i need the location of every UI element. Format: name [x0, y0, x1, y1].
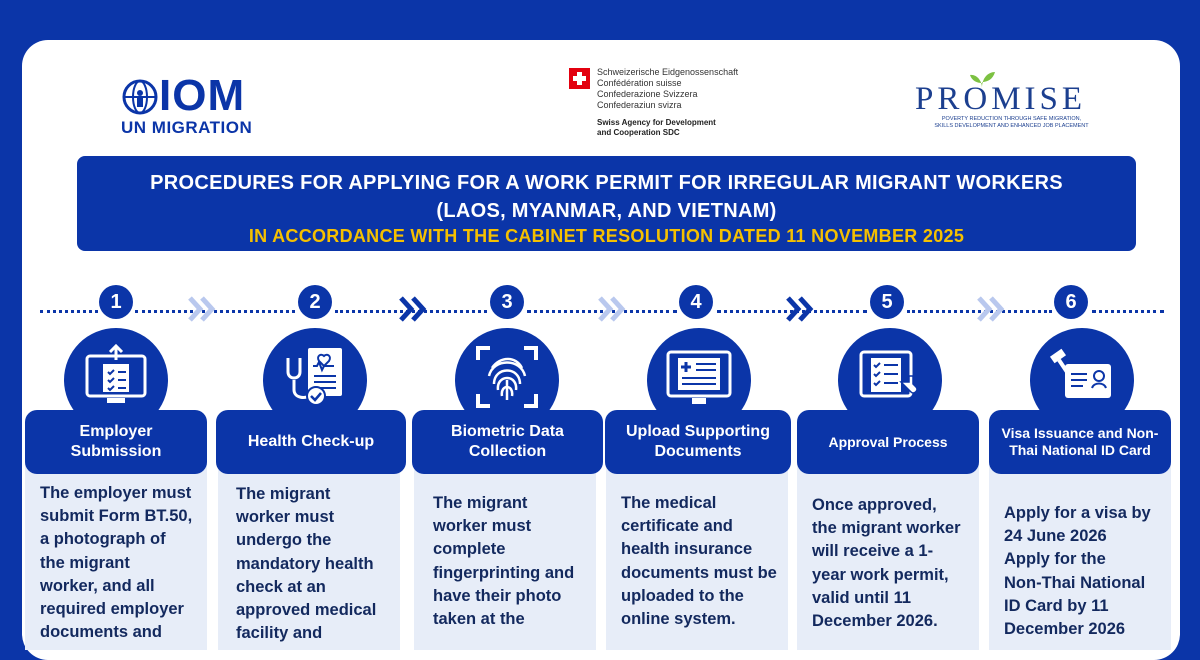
step-5-description: Once approved, the migrant worker will receive a 1- year work permit, valid until 11 December 2026.: [812, 496, 961, 631]
step-1-description: The employer must submit Form BT.50, a photograph of the migrant worker, and all required employer documents and: [40, 484, 193, 642]
stethoscope-report-icon: [280, 342, 350, 412]
chevron-right-icon: [596, 294, 630, 324]
title-banner: [77, 156, 1136, 251]
promise-logo-word: PROMISE: [915, 81, 1087, 117]
swiss-flag-icon: [569, 68, 590, 89]
timeline-dots: [40, 310, 98, 313]
step-3-title: Biometric Data Collection: [412, 410, 603, 474]
step-4-description: The medical certificate and health insurance documents must be uploaded to the online system.: [621, 494, 777, 629]
fingerprint-icon: [472, 342, 542, 412]
step-1-title: Employer Submission: [25, 410, 207, 474]
chevron-right-icon: [975, 294, 1009, 324]
step-4-number: 4: [679, 285, 713, 319]
step-2-number: 2: [298, 285, 332, 319]
id-card-stamp-icon: [1047, 342, 1117, 412]
monitor-document-icon: [664, 342, 734, 412]
step-5-number: 5: [870, 285, 904, 319]
step-2-description: The migrant worker must undergo the mandatory health check at an approved medical facility and: [236, 485, 377, 643]
swiss-confederation-names: Schweizerische Eidgenossenschaft Confédération suisse Confederazione Svizzera Confederaziun svizra: [597, 67, 739, 110]
iom-logo-word: IOM: [159, 71, 246, 120]
sdc-agency-name: Swiss Agency for Development and Cooperation SDC: [597, 118, 716, 137]
chevron-right-icon: [784, 294, 818, 324]
banner-resolution: IN ACCORDANCE WITH THE CABINET RESOLUTION DATED 11 NOVEMBER 2025: [248, 226, 965, 246]
timeline-dots: [1092, 310, 1164, 313]
step-4-title: Upload Supporting Documents: [605, 410, 791, 474]
iom-globe-icon: [122, 79, 158, 115]
step-3-description: The migrant worker must complete fingerprinting and have their photo taken at the: [433, 494, 575, 629]
monitor-upload-icon: [81, 342, 151, 412]
banner-countries: (LAOS, MYANMAR, AND VIETNAM): [436, 200, 777, 222]
step-6-number: 6: [1054, 285, 1088, 319]
step-6-title: Visa Issuance and Non-Thai National ID Card: [989, 410, 1171, 474]
step-3-number: 3: [490, 285, 524, 319]
checklist-icon: [855, 342, 925, 412]
banner-title: PROCEDURES FOR APPLYING FOR A WORK PERMIT FOR IRREGULAR MIGRANT WORKERS: [150, 172, 1063, 194]
step-2-title: Health Check-up: [216, 410, 406, 474]
chevron-right-icon: [186, 294, 220, 324]
step-1-number: 1: [99, 285, 133, 319]
promise-logo-subtitle: POVERTY REDUCTION THROUGH SAFE MIGRATION, SKILLS DEVELOPMENT AND ENHANCED JOB PLACEMENT: [934, 116, 1089, 129]
chevron-right-icon: [397, 294, 431, 324]
step-6-description: Apply for a visa by 24 June 2026 Apply for the Non-Thai National ID Card by 11 December 2026: [1004, 504, 1151, 639]
iom-logo-subtitle: UN MIGRATION: [121, 118, 253, 137]
step-5-title: Approval Process: [797, 410, 979, 474]
